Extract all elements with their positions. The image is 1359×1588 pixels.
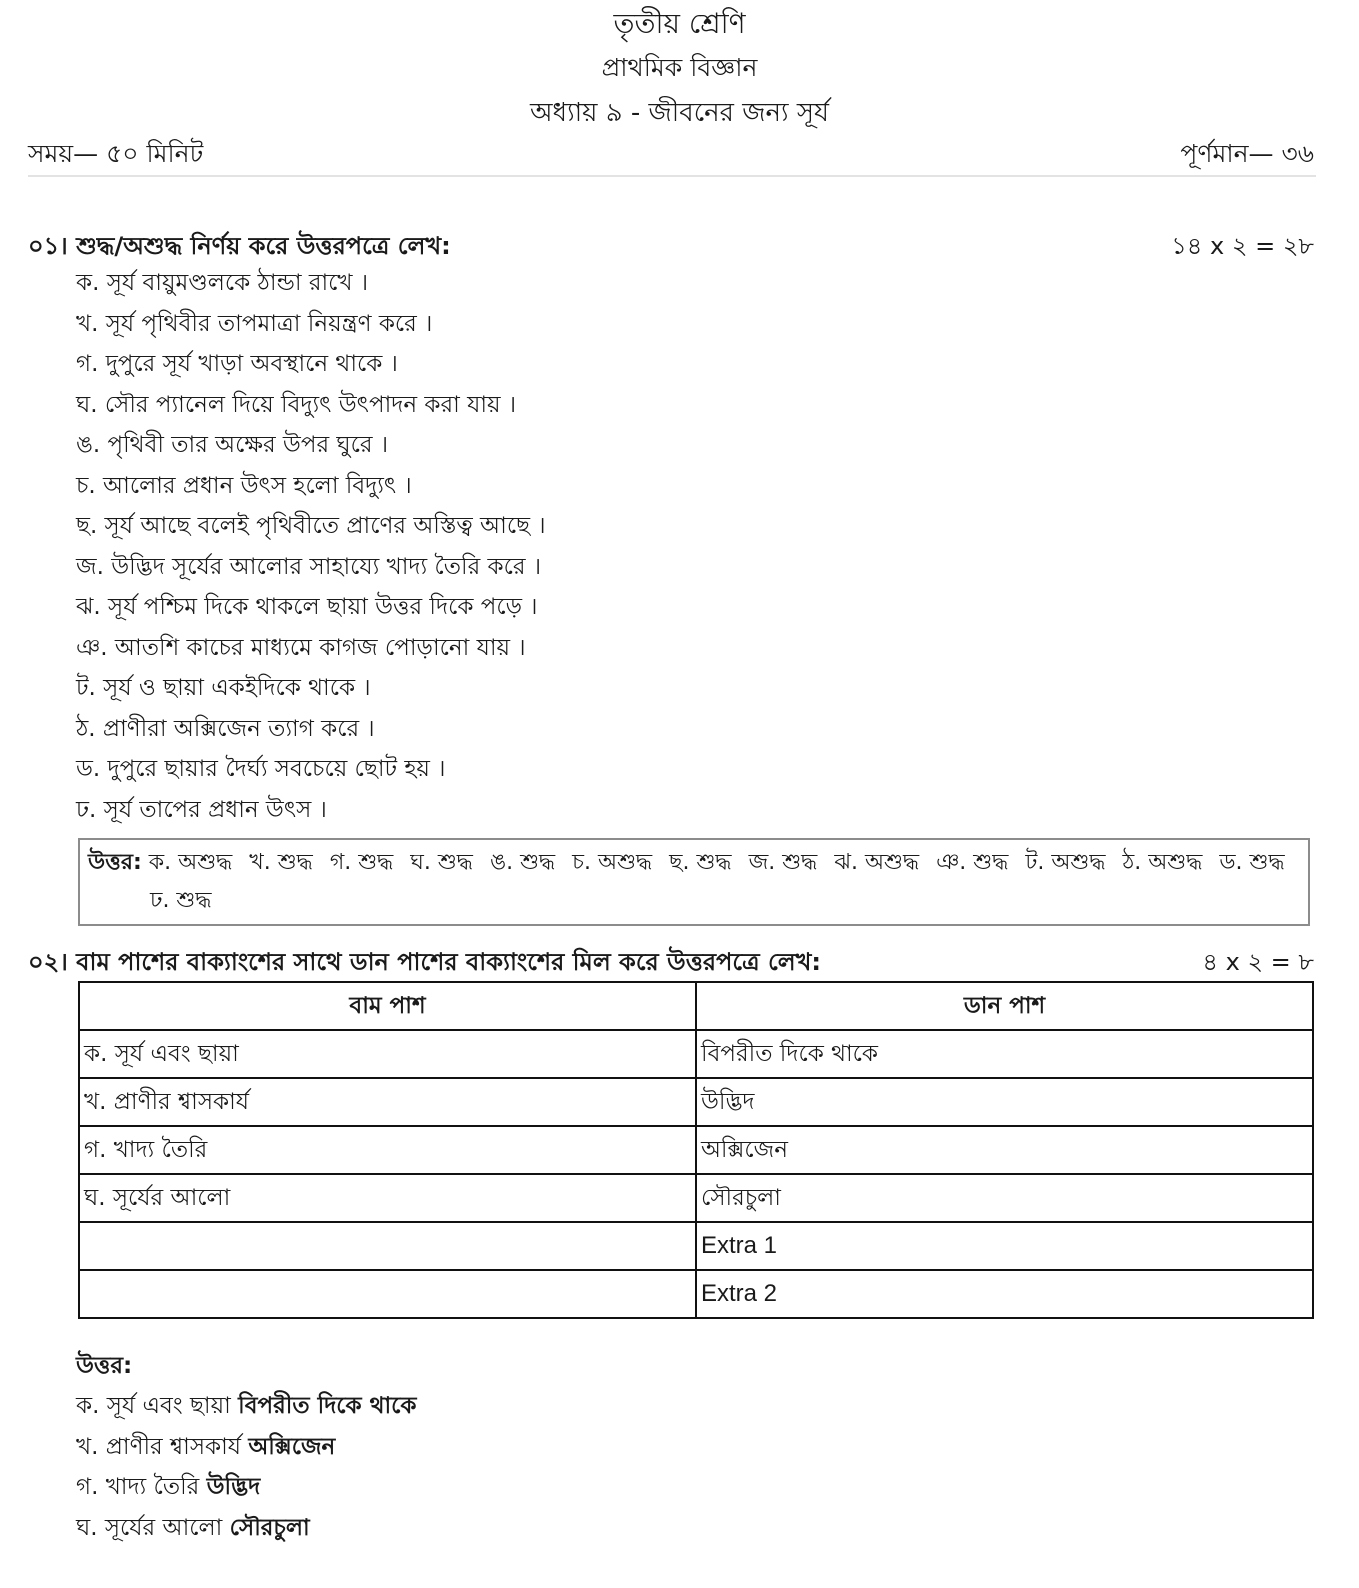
answer-right: বিপরীত দিকে থাকে xyxy=(238,1393,417,1419)
right-cell: সৌরচুলা xyxy=(696,1174,1313,1222)
q1-answer: খ. শুদ্ধ xyxy=(249,850,313,875)
q1-item: গ. দুপুরে সূর্য খাড়া অবস্থানে থাকে । xyxy=(76,351,398,377)
column-header-left: বাম পাশ xyxy=(79,982,696,1030)
q1-answer: ঢ. শুদ্ধ xyxy=(150,888,212,913)
table-row xyxy=(79,1174,1313,1222)
right-cell: Extra 1 xyxy=(696,1222,1313,1270)
answer-right: উদ্ভিদ xyxy=(206,1474,261,1500)
q2-answer-row xyxy=(76,1386,417,1427)
q1-item: ঞ. আতশি কাচের মাধ্যমে কাগজ পোড়ানো যায় । xyxy=(76,634,526,661)
table-row xyxy=(79,1126,1313,1174)
q1-item: খ. সূর্য পৃথিবীর তাপমাত্রা নিয়ন্ত্রণ করে । xyxy=(76,310,433,337)
right-cell: বিপরীত দিকে থাকে xyxy=(696,1030,1313,1078)
matching-table xyxy=(78,981,1314,1319)
q2-answer-row xyxy=(76,1508,417,1549)
answer-left: ক. সূর্য এবং ছায়া xyxy=(76,1393,231,1419)
right-cell: অক্সিজেন xyxy=(696,1126,1313,1174)
q2-answer-label: উত্তর: xyxy=(76,1353,133,1379)
q1-item: ক. সূর্য বায়ুমণ্ডলকে ঠান্ডা রাখে । xyxy=(76,270,369,296)
time-label: সময়— ৫০ মিনিট xyxy=(28,139,204,168)
class-title: তৃতীয় শ্রেণি xyxy=(613,7,746,40)
q1-item: ড. দুপুরে ছায়ার দৈর্ঘ্য সবচেয়ে ছোট হয় । xyxy=(76,756,446,782)
left-cell xyxy=(79,1222,696,1270)
q1-marks: ১৪ x ২ = ২৮ xyxy=(1171,232,1314,260)
table-row xyxy=(79,1078,1313,1126)
q1-item: ছ. সূর্য আছে বলেই পৃথিবীতে প্রাণের অস্তিত্ব আছে । xyxy=(76,513,546,539)
left-cell: গ. খাদ্য তৈরি xyxy=(79,1126,696,1174)
answer-right: অক্সিজেন xyxy=(248,1433,336,1460)
q1-item: ঘ. সৌর প্যানেল দিয়ে বিদ্যুৎ উৎপাদন করা যায় । xyxy=(76,391,517,418)
left-cell xyxy=(79,1270,696,1318)
q1-answer: ঠ. অশুদ্ধ xyxy=(1122,850,1203,875)
q1-answer: জ. শুদ্ধ xyxy=(748,850,818,875)
table-row xyxy=(79,1270,1313,1318)
q2-answers xyxy=(76,1346,417,1548)
q1-answer: ড. শুদ্ধ xyxy=(1219,850,1285,875)
q1-answer-label: উত্তর: xyxy=(88,850,142,875)
q1-items xyxy=(76,263,546,830)
q1-answer: ঘ. শুদ্ধ xyxy=(410,850,473,875)
table-row xyxy=(79,1222,1313,1270)
full-marks-label: পূর্ণমান— ৩৬ xyxy=(1180,139,1314,168)
answer-right: সৌরচুলা xyxy=(229,1514,310,1541)
right-cell: Extra 2 xyxy=(696,1270,1313,1318)
column-header-right: ডান পাশ xyxy=(696,982,1313,1030)
q1-answer-box xyxy=(78,838,1310,926)
q1-answer: গ. শুদ্ধ xyxy=(329,850,394,875)
answer-left: গ. খাদ্য তৈরি xyxy=(76,1474,200,1500)
q1-answer: ঞ. শুদ্ধ xyxy=(936,850,1009,875)
left-cell: ঘ. সূর্যের আলো xyxy=(79,1174,696,1222)
left-cell: ক. সূর্য এবং ছায়া xyxy=(79,1030,696,1078)
q2-answer-row xyxy=(76,1467,417,1508)
q2-title: ০২। বাম পাশের বাক্যাংশের সাথে ডান পাশের বাক্যাংশের মিল করে উত্তরপত্রে লেখ: xyxy=(28,948,822,976)
q2-marks: ৪ x ২ = ৮ xyxy=(1202,948,1314,976)
q2-answer-row xyxy=(76,1427,417,1468)
subject-title: প্রাথমিক বিজ্ঞান xyxy=(601,53,758,82)
chapter-title: অধ্যায় ৯ - জীবনের জন্য সূর্য xyxy=(530,98,829,128)
answer-left: খ. প্রাণীর শ্বাসকার্য xyxy=(76,1433,242,1460)
q1-item: ঢ. সূর্য তাপের প্রধান উৎস । xyxy=(76,796,327,823)
q1-answer: চ. অশুদ্ধ xyxy=(572,850,653,875)
q1-item: ঝ. সূর্য পশ্চিম দিকে থাকলে ছায়া উত্তর দিকে পড়ে । xyxy=(76,594,538,620)
q1-item: চ. আলোর প্রধান উৎস হলো বিদ্যুৎ । xyxy=(76,472,412,499)
table-header-row xyxy=(79,982,1313,1030)
q1-item: ঙ. পৃথিবী তার অক্ষের উপর ঘুরে । xyxy=(76,432,389,458)
q1-item: ট. সূর্য ও ছায়া একইদিকে থাকে । xyxy=(76,675,371,701)
q1-answer: ঙ. শুদ্ধ xyxy=(489,850,556,875)
q1-item: ঠ. প্রাণীরা অক্সিজেন ত্যাগ করে । xyxy=(76,715,375,742)
header-divider xyxy=(28,175,1316,177)
table-row xyxy=(79,1030,1313,1078)
answer-left: ঘ. সূর্যের আলো xyxy=(76,1514,223,1541)
q1-answer: ছ. শুদ্ধ xyxy=(669,850,732,875)
left-cell: খ. প্রাণীর শ্বাসকার্য xyxy=(79,1078,696,1126)
right-cell: উদ্ভিদ xyxy=(696,1078,1313,1126)
q1-answer: ট. অশুদ্ধ xyxy=(1025,850,1106,875)
q1-answer: ক. অশুদ্ধ xyxy=(148,850,233,875)
q1-answer: ঝ. অশুদ্ধ xyxy=(834,850,920,875)
q1-item: জ. উদ্ভিদ সূর্যের আলোর সাহায্যে খাদ্য তৈরি করে । xyxy=(76,553,542,580)
q1-title: ০১। শুদ্ধ/অশুদ্ধ নির্ণয় করে উত্তরপত্রে লেখ: xyxy=(28,232,451,260)
